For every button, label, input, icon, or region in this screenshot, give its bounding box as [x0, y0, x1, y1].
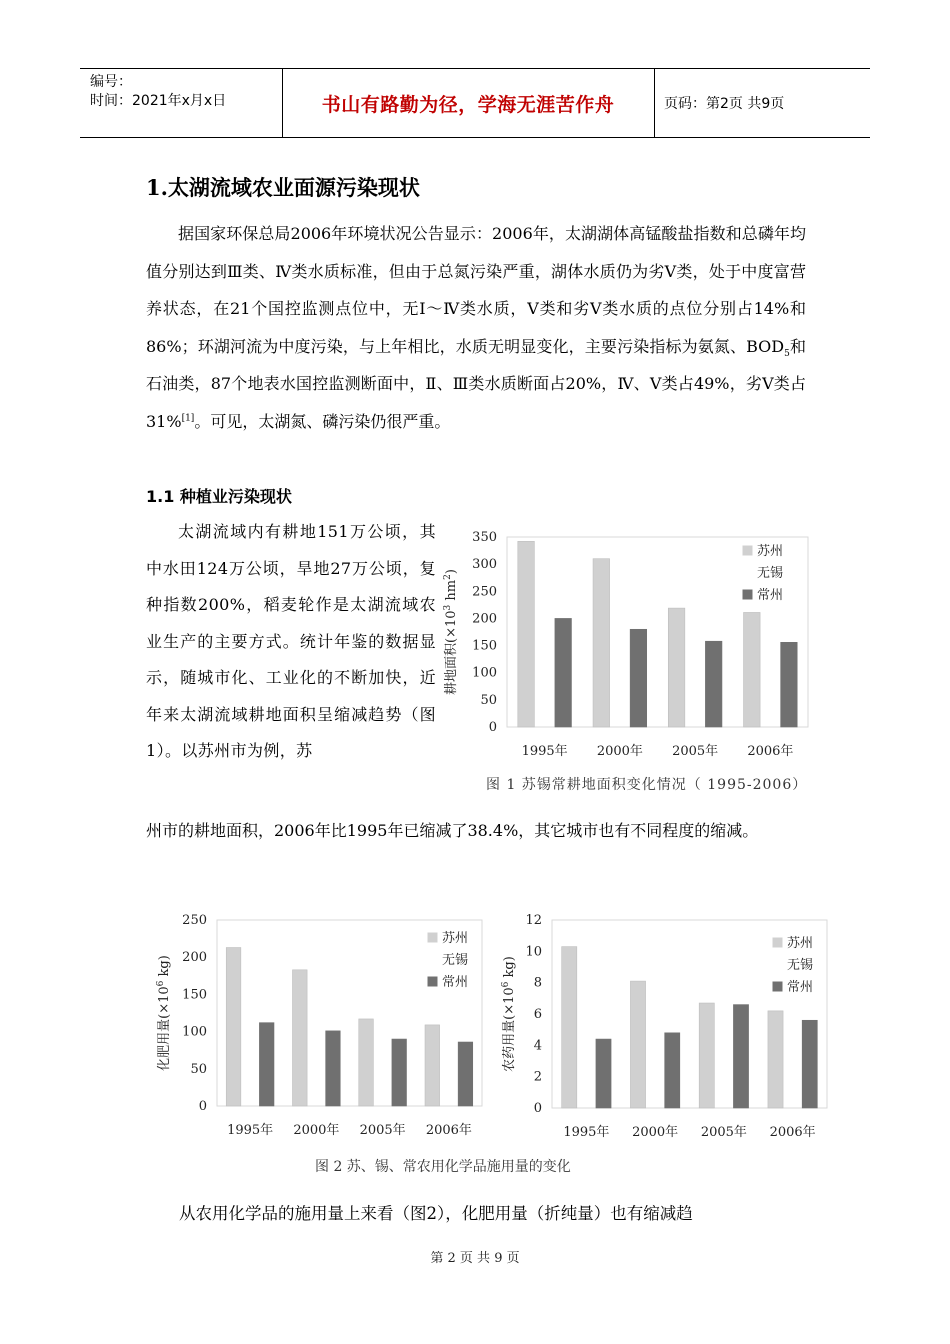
bar-苏州	[744, 612, 761, 727]
paragraph-water-quality	[146, 215, 806, 440]
y-tick-label: 12	[525, 913, 542, 928]
page-footer: 第 2 页 共 9 页	[430, 1251, 520, 1266]
bar-常州	[326, 1031, 341, 1106]
y-tick-label: 150	[472, 638, 497, 654]
legend-swatch	[773, 982, 782, 991]
legend-label: 苏州	[442, 931, 469, 946]
y-tick-label: 100	[472, 665, 497, 681]
y-tick-label: 10	[525, 944, 542, 960]
header-time: 时间：2021年x月x日	[90, 93, 227, 109]
y-tick-label: 200	[472, 611, 497, 627]
y-axis-label: 农药用量($\times 10^6$ kg)	[501, 956, 517, 1072]
legend-label: 无锡	[757, 566, 784, 581]
para1-text-c: 。可见，太湖氮、磷污染仍很严重。	[194, 411, 451, 431]
legend-label: 苏州	[787, 936, 814, 951]
legend-swatch	[743, 546, 752, 555]
y-tick-label: 4	[533, 1038, 542, 1054]
bar-苏州	[293, 970, 308, 1106]
y-tick-label: 250	[472, 584, 497, 600]
y-tick-label: 100	[182, 1024, 207, 1040]
bar-常州	[596, 1039, 611, 1108]
y-axis-label: 化肥用量($\times 10^6$ kg)	[156, 955, 172, 1071]
bar-苏州	[668, 608, 685, 727]
y-tick-label: 6	[533, 1007, 542, 1022]
x-category-label: 2000年	[596, 744, 643, 759]
y-tick-label: 0	[488, 720, 497, 735]
header-page-number: 页码：第2页 共9页	[664, 96, 785, 112]
y-tick-label: 50	[480, 692, 497, 708]
x-category-label: 2005年	[700, 1125, 747, 1140]
plot-frame	[552, 920, 827, 1108]
legend-label: 常州	[757, 588, 784, 603]
plot-frame	[217, 920, 482, 1106]
x-category-label: 2006年	[769, 1125, 816, 1140]
figure2-pesticide-chart	[495, 908, 835, 1148]
bar-苏州	[630, 981, 645, 1108]
y-tick-label: 2	[533, 1069, 542, 1085]
y-axis-label: 耕地面积($\times 10^3$ $hm^2$)	[443, 569, 459, 695]
figure2-caption: 图 2 苏、锡、常农用化学品施用量的变化	[315, 1159, 571, 1175]
x-category-label: 2006年	[747, 744, 794, 759]
x-category-label: 1995年	[521, 744, 568, 759]
header-divider	[654, 69, 655, 137]
y-tick-label: 350	[472, 530, 497, 545]
legend-label: 苏州	[757, 544, 784, 559]
x-category-label: 2005年	[359, 1123, 406, 1138]
bar-苏州	[593, 559, 610, 727]
x-category-label: 2005年	[672, 744, 719, 759]
legend-swatch	[743, 568, 752, 577]
legend-swatch	[428, 977, 437, 986]
figure1-farmland-chart	[440, 522, 820, 772]
bar-常州	[665, 1033, 680, 1108]
legend-label: 常州	[787, 980, 814, 995]
x-category-label: 2000年	[293, 1123, 340, 1138]
paragraph-chemicals: 从农用化学品的施用量上来看（图2），化肥用量（折纯量）也有缩减趋	[179, 1204, 693, 1223]
bar-常州	[630, 629, 647, 727]
y-tick-label: 150	[182, 987, 207, 1003]
legend-swatch	[743, 590, 752, 599]
bar-苏州	[226, 948, 241, 1106]
bar-苏州	[425, 1025, 440, 1106]
bar-苏州	[518, 541, 535, 727]
section-title: 1.太湖流域农业面源污染现状	[146, 175, 420, 200]
legend-swatch	[428, 955, 437, 964]
bar-常州	[781, 642, 798, 727]
legend-label: 常州	[442, 975, 469, 990]
legend-label: 无锡	[442, 953, 469, 968]
legend-swatch	[773, 960, 782, 969]
figure1-caption: 图 1 苏锡常耕地面积变化情况（ 1995-2006）	[486, 777, 808, 793]
bar-苏州	[359, 1019, 374, 1106]
bar-苏州	[699, 1003, 714, 1108]
bar-常州	[458, 1042, 473, 1106]
bar-常州	[259, 1023, 274, 1106]
header-code: 编号：	[90, 74, 132, 90]
x-category-label: 2006年	[425, 1123, 472, 1138]
paragraph-farmland: 太湖流域内有耕地151万公顷，其中水田124万公顷，旱地27万公顷，复种指数200%，稻麦轮作是太湖流域农业生产的主要方式。统计年鉴的数据显示，随城市化、工业化的不断加快，近年来太湖流域耕地面积呈缩减趋势（图1）。以苏州市为例，苏	[146, 522, 436, 760]
y-tick-label: 0	[533, 1101, 542, 1116]
subsection-title: 1.1 种植业污染现状	[146, 487, 292, 506]
bar-苏州	[768, 1011, 783, 1108]
x-category-label: 2000年	[632, 1125, 679, 1140]
bar-常州	[392, 1039, 407, 1106]
header-motto: 书山有路勤为径，学海无涯苦作舟	[321, 93, 615, 116]
x-category-label: 1995年	[563, 1125, 610, 1140]
figure2-fertilizer-chart	[150, 908, 490, 1148]
bar-常州	[733, 1005, 748, 1108]
legend-swatch	[428, 933, 437, 942]
citation-ref[interactable]: [1]	[181, 413, 195, 424]
bar-常州	[705, 641, 722, 727]
header-meta	[90, 73, 280, 111]
bar-常州	[802, 1020, 817, 1108]
para1-subscript: 5	[784, 348, 790, 359]
y-tick-label: 50	[190, 1061, 207, 1077]
para1-text-a: 据国家环保总局2006年环境状况公告显示：2006年，太湖湖体高锰酸盐指数和总磷年均值分别达到Ⅲ类、Ⅳ类水质标准，但由于总氮污染严重，湖体水质仍为劣Ⅴ类，处于中度富营养状态，在21个国控监测点位中，无Ⅰ～Ⅳ类水质，Ⅴ类和劣Ⅴ类水质的点位分别占14%和86%；环湖河流为中度污染，与上年相比，水质无明显变化，主要污染指标为氨氮、BOD	[146, 224, 806, 356]
para1-text-b: 和石油类，87个地表水国控监测断面中，Ⅱ、Ⅲ类水质断面占20%，Ⅳ、Ⅴ类占49%，劣Ⅴ类占31%	[146, 336, 806, 431]
legend-label: 无锡	[787, 958, 814, 973]
y-tick-label: 250	[182, 913, 207, 928]
legend-swatch	[773, 938, 782, 947]
bar-常州	[555, 618, 572, 727]
y-tick-label: 200	[182, 950, 207, 966]
y-tick-label: 300	[472, 557, 497, 573]
y-tick-label: 0	[198, 1099, 207, 1114]
page-header	[80, 68, 870, 138]
x-category-label: 1995年	[227, 1123, 274, 1138]
paragraph-farmland-cont: 州市的耕地面积，2006年比1995年已缩减了38.4%，其它城市也有不同程度的缩减。	[146, 821, 759, 840]
bar-苏州	[562, 947, 577, 1108]
y-tick-label: 8	[533, 975, 542, 991]
